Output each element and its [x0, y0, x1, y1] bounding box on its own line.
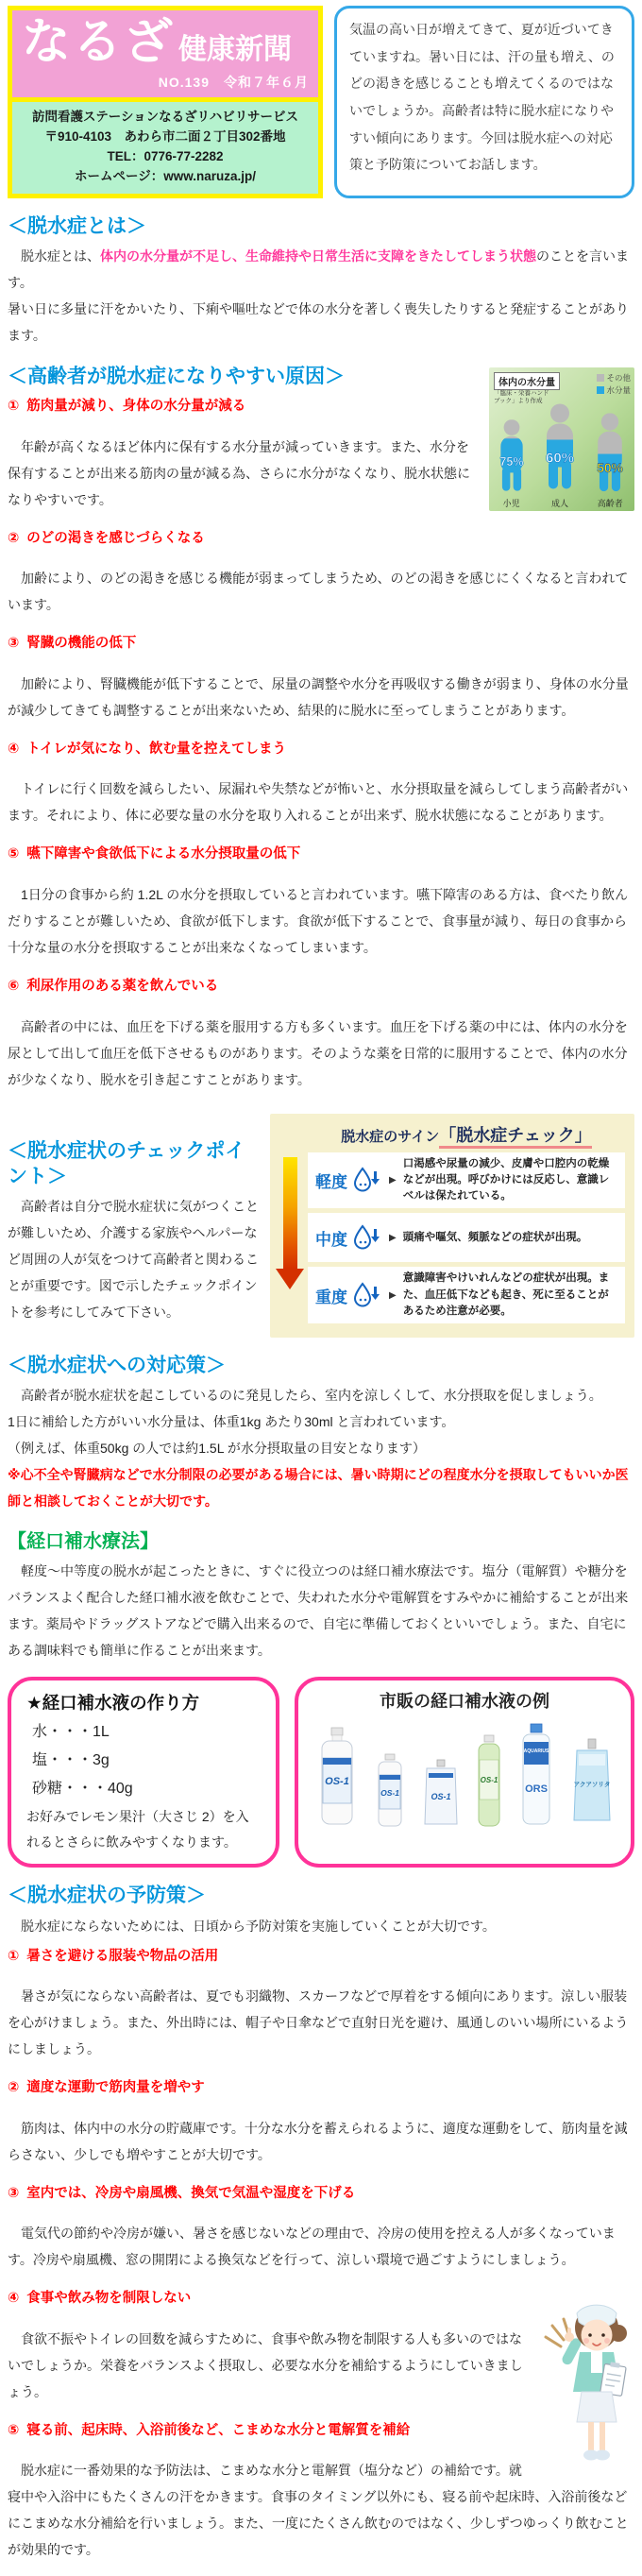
- cause-3-title-text: 腎臓の機能の低下: [26, 636, 137, 652]
- bottle-aquarius-ors-icon: [519, 1724, 553, 1826]
- top-row: [8, 6, 634, 198]
- recipe-box: [8, 1677, 279, 1868]
- prevention-1-number: ①: [8, 1948, 20, 1964]
- cause-4-number: ④: [8, 741, 20, 757]
- check-desc-moderate: 頭痛や嘔気、頻脈などの症状が出現。: [402, 1231, 588, 1243]
- cause-5-title-text: 嚥下障害や食欲低下による水分摂取量の低下: [26, 846, 301, 862]
- products-title: 市販の経口補水液の例: [380, 1692, 549, 1712]
- cause-2-body: 加齢により、のどの渇きを感じる機能が弱まってしまうため、のどの渇きを感じにくくなると言われています。: [8, 571, 629, 613]
- prevention-2-number: ②: [8, 2080, 20, 2096]
- product-label: アクアソリタ: [573, 1782, 611, 1789]
- response-line-2: 1日に補給した方がいい水分量は、体重1kg あたり30ml と言われています。: [8, 1414, 455, 1430]
- water-figure-people: [489, 401, 634, 509]
- org-tel: TEL：0776-77-2282: [107, 148, 224, 163]
- prevention-intro: 脱水症にならないためには、日頃から予防対策を実施していくことが大切です。: [8, 1918, 496, 1934]
- figure-adult: [536, 401, 583, 509]
- check-chart-title-prefix: 脱水症のサイン: [341, 1128, 440, 1145]
- issue-number: NO.139 令和７年６月: [158, 75, 309, 90]
- what-is-body: [8, 243, 634, 296]
- pouch-os1-jelly-icon: [423, 1760, 459, 1826]
- prevention-5-number: ⑤: [8, 2422, 20, 2438]
- figure-elderly: [588, 413, 632, 509]
- products-shelf: [308, 1716, 621, 1826]
- check-row-mild: [308, 1152, 625, 1209]
- prevention-4-number: ④: [8, 2291, 20, 2307]
- person-silhouette-child-icon: [492, 418, 532, 496]
- cause-5-body: 1日分の食事から約 1.2L の水分を摂取していると言われています。嚥下障害のある方は、食べたり飲んだりすることが難しいため、食欲が低下します。食欲が低下することで、食事量が減り、毎日の食事から十分な量の水分を摂取することが出来なくなってしまいます。: [8, 887, 629, 956]
- cause-3-title: [8, 631, 634, 657]
- therapy-boxes-row: [8, 1677, 634, 1868]
- percent-elderly: 50%: [597, 460, 624, 475]
- bottle-os1-large-icon: [316, 1728, 358, 1826]
- intro-box: 気温の高い日が増えてきて、夏が近づいてきていますね。暑い日には、汗の量も増え、のどの渇きを感じることも増えてくるのではないでしょうか。高齢者は特に脱水症になりやすい傾向にあります。今回は脱水症への対応策と予防策についてお話します。: [334, 6, 634, 198]
- cause-6-title-text: 利尿作用のある薬を飲んでいる: [26, 979, 219, 995]
- title-sub: 健康新聞: [178, 34, 293, 65]
- cause-1-body: 年齢が高くなるほど体内に保有する水分量が減っていきます。また、水分を保有することが出来る筋肉の量が減る為、さらに水分がなくなり、脱水状態になりやすいです。: [8, 438, 470, 507]
- org-address: 〒910-4103 あわら市二面２丁目302番地: [44, 128, 286, 144]
- org-homepage: ホームページ：www.naruza.jp/: [75, 168, 256, 183]
- response-warning: ※心不全や腎臓病などで水分制限の必要がある場合には、暑い時期にどの程度水分を摂取してもいいか医師と相談しておくことが大切です。: [8, 1467, 629, 1510]
- level-mild: 軽度: [315, 1172, 347, 1191]
- pointer-icon: ▶: [389, 1232, 397, 1243]
- prevention-3-title-text: 室内では、冷房や扇風機、換気で気温や湿度を下げる: [26, 2185, 356, 2201]
- figure-label-elderly: 高齢者: [597, 498, 623, 508]
- pouch-aquasolita-icon: [571, 1739, 613, 1826]
- newsletter-title: [22, 15, 309, 70]
- section-heading-checkpoint: ＜脱水症状のチェックポイント＞: [8, 1139, 245, 1187]
- cause-2-title-text: のどの渇きを感じづらくなる: [26, 530, 205, 546]
- product-label: ORS: [525, 1783, 549, 1796]
- cause-6-body: 高齢者の中には、血圧を下げる薬を服用する方も多くいます。血圧を下げる薬の中には、体内の水分を尿として出して血圧を低下させるものがあります。そのような薬を日常的に服用することで、体内の水分が少なくなり、脱水を引き起こすことがあります。: [8, 1018, 628, 1087]
- prevention-5-title-text: 寝る前、起床時、入浴前後など、こまめな水分と電解質を補給: [26, 2422, 411, 2438]
- cause-5-number: ⑤: [8, 846, 20, 862]
- person-silhouette-elderly-icon: [588, 413, 632, 496]
- product-label: OS-1: [325, 1776, 349, 1788]
- level-moderate: 中度: [315, 1230, 347, 1249]
- dehydration-check-chart: [270, 1114, 634, 1339]
- cause-4-title: [8, 737, 634, 763]
- prevention-4-body: 食欲不振やトイレの回数を減らすために、食事や飲み物を制限する人も多いのではないでしょうか。栄養をバランスよく摂取し、必要な水分を補給するようにしていきましょう。: [8, 2330, 523, 2399]
- prevention-1-title: [8, 1944, 634, 1970]
- water-drop-icon: [354, 1168, 382, 1192]
- prevention-1-body: 暑さが気にならない高齢者は、夏でも羽織物、スカーフなどで厚着をする傾向にあります。涼しい服装を心がけましょう。また、外出時には、帽子や日傘などで直射日光を避け、風通しのいい場所にいるようにしましょう。: [8, 1988, 629, 2057]
- section-heading-prevention: ＜脱水症状の予防策＞: [8, 1885, 206, 1907]
- cause-6-number: ⑥: [8, 979, 20, 995]
- recipe-ingredient-sugar: 砂糖・・・40g: [32, 1780, 133, 1797]
- prevention-1-title-text: 暑さを避ける服装や物品の活用: [26, 1948, 219, 1964]
- product-label: OS-1: [431, 1792, 451, 1802]
- prevention-3-title: [8, 2181, 634, 2208]
- cause-3-body: 加齢により、腎臓機能が低下することで、尿量の調整や水分を再吸収する働きが弱まり、身体の水分量が減少してきても調整することが出来ないため、結果的に脱水に至ってしまうことがあります。: [8, 675, 629, 718]
- legend-swatch-water: [597, 386, 604, 394]
- check-desc-severe: 意識障害やけいれんなどの症状が出現。また、血圧低下なども起き、死に至ることがあるため注意が必要。: [402, 1272, 610, 1317]
- cause-6-title: [8, 974, 634, 1000]
- response-line-1: 高齢者が脱水症状を起こしているのに発見したら、室内を涼しくして、水分摂取を促しましょう。: [8, 1388, 602, 1404]
- prevention-3-body: 電気代の節約や冷房が嫌い、暑さを感じないなどの理由で、冷房の使用を控える人が多くなっています。冷房や扇風機、窓の開閉による換気などを行って、涼しい環境で過ごすようにしましょう。: [8, 2226, 616, 2268]
- check-row-moderate: [308, 1213, 625, 1262]
- products-box: [295, 1677, 634, 1868]
- prevention-2-title: [8, 2075, 634, 2102]
- checkpoint-text-column: [8, 1114, 261, 1339]
- water-figure-source: 「臨床・栄養ハンドブック」より作成: [494, 389, 549, 405]
- prevention-4-title-text: 食事や飲み物を制限しない: [26, 2291, 192, 2307]
- recipe-title: ★経口補水液の作り方: [26, 1693, 200, 1714]
- percent-adult: 60%: [545, 450, 574, 467]
- contact-box: [12, 97, 318, 194]
- section-heading-oral-therapy: 【経口補水療法】: [8, 1531, 159, 1553]
- masthead: [12, 10, 318, 97]
- water-drop-icon: [354, 1283, 382, 1307]
- cause-2-title: [8, 526, 634, 553]
- cause-1-title-text: 筋肉量が減り、身体の水分量が減る: [26, 399, 246, 415]
- pointer-icon: ▶: [389, 1289, 397, 1301]
- prevention-5-body: 脱水症に一番効果的な予防法は、こまめな水分と電解質（塩分など）の補給です。就寝中や入浴中にもたくさんの汗をかきます。食事のタイミング以外にも、寝る前や起床時、入浴前後などにこまめな水分補給を行いましょう。また、一度にたくさん飲むのではなく、少しずつゆっくり飲むことが効果的です。: [8, 2463, 629, 2558]
- what-is-lead: 脱水症とは、: [8, 247, 100, 264]
- body-water-figure: [489, 367, 634, 511]
- check-row-severe: [308, 1267, 625, 1323]
- percent-child: 75%: [499, 454, 524, 469]
- org-name: 訪問看護ステーションなるざリハビリサービス: [31, 110, 298, 124]
- check-desc-mild: 口渇感や尿量の減少、皮膚や口腔内の乾燥などが出現。呼びかけには反応し、意識レベルは保たれている。: [402, 1157, 610, 1203]
- figure-label-adult: 成人: [550, 498, 568, 508]
- legend-water-label: 水分量: [606, 384, 631, 395]
- cause-1-number: ①: [8, 399, 20, 415]
- level-severe: 重度: [315, 1288, 347, 1306]
- check-chart-title-emph: 「脱水症チェック」: [439, 1126, 591, 1149]
- prevention-2-title-text: 適度な運動で筋肉量を増やす: [26, 2080, 205, 2096]
- bottle-os1-apple-icon: [476, 1735, 502, 1826]
- what-is-highlight: 体内の水分量が不足し、生命維持や日常生活に支障をきたしてしまう状態: [100, 247, 536, 264]
- recipe-ingredient-salt: 塩・・・3g: [32, 1751, 110, 1768]
- legend-other-label: その他: [606, 372, 631, 383]
- recipe-ingredient-water: 水・・・1L: [32, 1724, 110, 1741]
- response-line-3: （例えば、体重50kg の人では約1.5L が水分摂取量の目安となります）: [8, 1441, 426, 1457]
- recipe-note: お好みでレモン果汁（大さじ 2）を入れるとさらに飲みやすくなります。: [26, 1809, 249, 1850]
- what-is-body-2: 暑い日に多量に汗をかいたり、下痢や嘔吐などで体の水分を著しく喪失したりすると発症することがあります。: [8, 300, 629, 343]
- prevention-section: [8, 1883, 634, 2576]
- masthead-block: [8, 6, 323, 198]
- checkpoint-row: [8, 1114, 634, 1339]
- cause-4-title-text: トイレが気になり、飲む量を控えてしまう: [26, 741, 287, 757]
- section-heading-what-is: ＜脱水症とは＞: [8, 214, 146, 237]
- product-brand: AQUARIUS: [524, 1749, 549, 1755]
- cause-3-number: ③: [8, 636, 20, 652]
- legend-swatch-other: [597, 374, 604, 382]
- product-label: OS-1: [380, 1788, 400, 1799]
- oral-therapy-body: 軽度～中等度の脱水が起こったときに、すぐに役立つのは経口補水療法です。塩分（電解質）や糖分をバランスよく配合した経口補水液を飲むことで、失われた水分や電解質をすみやかに補給することが出来ます。薬局やドラッグストアなどで購入出来るので、自宅に準備しておくといいでしょう。また、自宅にある調味料でも簡単に作ることが出来ます。: [8, 1563, 629, 1659]
- water-drop-icon: [354, 1225, 382, 1250]
- what-is-tail: のことを言います。: [8, 247, 629, 290]
- title-main: なるざ: [22, 15, 176, 70]
- person-silhouette-adult-icon: [536, 401, 583, 496]
- figure-child: [492, 418, 532, 509]
- check-chart-title: [308, 1122, 625, 1147]
- product-label: OS-1: [480, 1776, 498, 1785]
- cause-4-body: トイレに行く回数を減らしたい、尿漏れや失禁などが怖いと、水分摂取量を減らしてしまう高齢者がいます。それにより、体に必要な量の水分を取り入れることが出来ず、脱水状態になることがあります。: [8, 781, 629, 824]
- cause-5-title: [8, 842, 634, 868]
- nurse-illustration: [536, 2288, 634, 2465]
- causes-section: [8, 364, 634, 1106]
- water-figure-legend: [597, 372, 631, 397]
- figure-label-child: 小児: [502, 498, 520, 508]
- legend-other: [597, 372, 631, 384]
- pointer-icon: ▶: [389, 1174, 397, 1186]
- section-heading-causes: ＜高齢者が脱水症になりやすい原因＞: [8, 365, 345, 387]
- cause-2-number: ②: [8, 530, 20, 546]
- checkpoint-body: 高齢者は自分で脱水症状に気がつくことが難しいため、介護する家族やヘルパーなど周囲の人が気をつけて高齢者と関わることが重要です。図で示したチェックポイントを参考にしてみて下さい。: [8, 1199, 259, 1321]
- section-heading-response: ＜脱水症状への対応策＞: [8, 1355, 226, 1377]
- severity-gradient-arrow-icon: [283, 1157, 297, 1269]
- legend-water: [597, 384, 631, 397]
- prevention-2-body: 筋肉は、体内中の水分の貯蔵庫です。十分な水分を蓄えられるように、適度な運動をして、筋肉量を減らさない、少しでも増やすことが大切です。: [8, 2120, 628, 2162]
- bottle-os1-small-icon: [375, 1754, 405, 1826]
- water-figure-title: 体内の水分量: [494, 372, 560, 390]
- prevention-3-number: ③: [8, 2185, 20, 2201]
